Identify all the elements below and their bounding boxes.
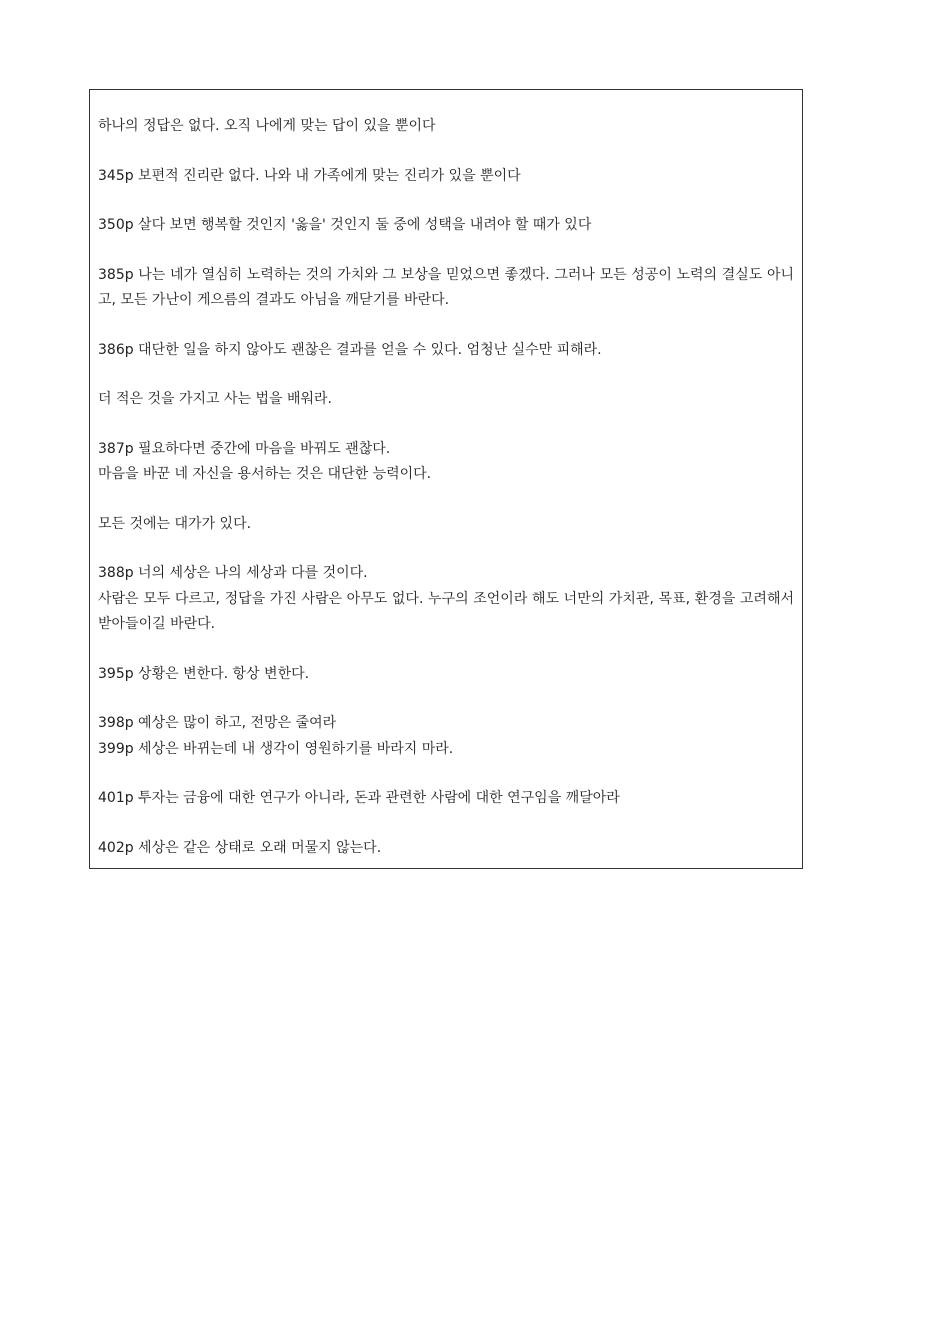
text-line: 388p 너의 세상은 나의 세상과 다를 것이다. — [98, 565, 368, 581]
paragraph-9 — [98, 561, 794, 638]
text-line: 345p 보편적 진리란 없다. 나와 내 가족에게 맞는 진리가 있을 뿐이다 — [98, 167, 521, 184]
text-line: 350p 살다 보면 행복할 것인지 '옳을' 것인지 둘 중에 성택을 내려야 할 때가 있다 — [98, 217, 592, 233]
paragraph-7 — [98, 437, 794, 488]
text-line: 사람은 모두 다르고, 정답을 가진 사람은 아무도 없다. 누구의 조언이라 해도 너만의 가치관, 목표, 환경을 고려해서 받아들이길 바란다. — [98, 590, 794, 632]
paragraph-8 — [98, 512, 794, 538]
text-line: 399p 세상은 바뀌는데 내 생각이 영원하기를 바라지 마라. — [98, 740, 454, 757]
text-line: 395p 상황은 변한다. 항상 변한다. — [98, 665, 310, 682]
paragraph-1 — [98, 114, 794, 140]
paragraph-10 — [98, 662, 794, 688]
paragraph-12 — [98, 786, 794, 812]
paragraph-2 — [98, 164, 794, 190]
text-line: 386p 대단한 일을 하지 않아도 괜찮은 결과를 얻을 수 있다. 엄청난 실수만 피해라. — [98, 341, 602, 358]
text-line: 402p 세상은 같은 상태로 오래 머물지 않는다. — [98, 839, 382, 856]
text-line: 마음을 바꾼 네 자신을 용서하는 것은 대단한 능력이다. — [98, 466, 432, 482]
text-line: 398p 예상은 많이 하고, 전망은 줄여라 — [98, 715, 337, 731]
paragraph-13 — [98, 836, 794, 862]
text-line: 401p 투자는 금융에 대한 연구가 아니라, 돈과 관련한 사람에 대한 연구임을 깨달아라 — [98, 790, 620, 806]
quote-text-box — [89, 89, 803, 869]
paragraph-11 — [98, 711, 794, 762]
paragraph-3 — [98, 213, 794, 239]
text-line: 모든 것에는 대가가 있다. — [98, 515, 252, 532]
paragraph-6 — [98, 387, 794, 413]
text-line: 하나의 정답은 없다. 오직 나에게 맞는 답이 있을 뿐이다 — [98, 118, 436, 134]
text-line: 더 적은 것을 가지고 사는 법을 배워라. — [98, 391, 333, 407]
paragraph-5 — [98, 338, 794, 364]
paragraph-4 — [98, 263, 794, 314]
text-line: 385p 나는 네가 열심히 노력하는 것의 가치와 그 보상을 믿었으면 좋겠다. 그러나 모든 성공이 노력의 결실도 아니고, 모든 가난이 게으름의 결과도 아님을 깨닫기를 바란다. — [98, 266, 794, 308]
text-line: 387p 필요하다면 중간에 마음을 바꿔도 괜찮다. — [98, 440, 391, 457]
